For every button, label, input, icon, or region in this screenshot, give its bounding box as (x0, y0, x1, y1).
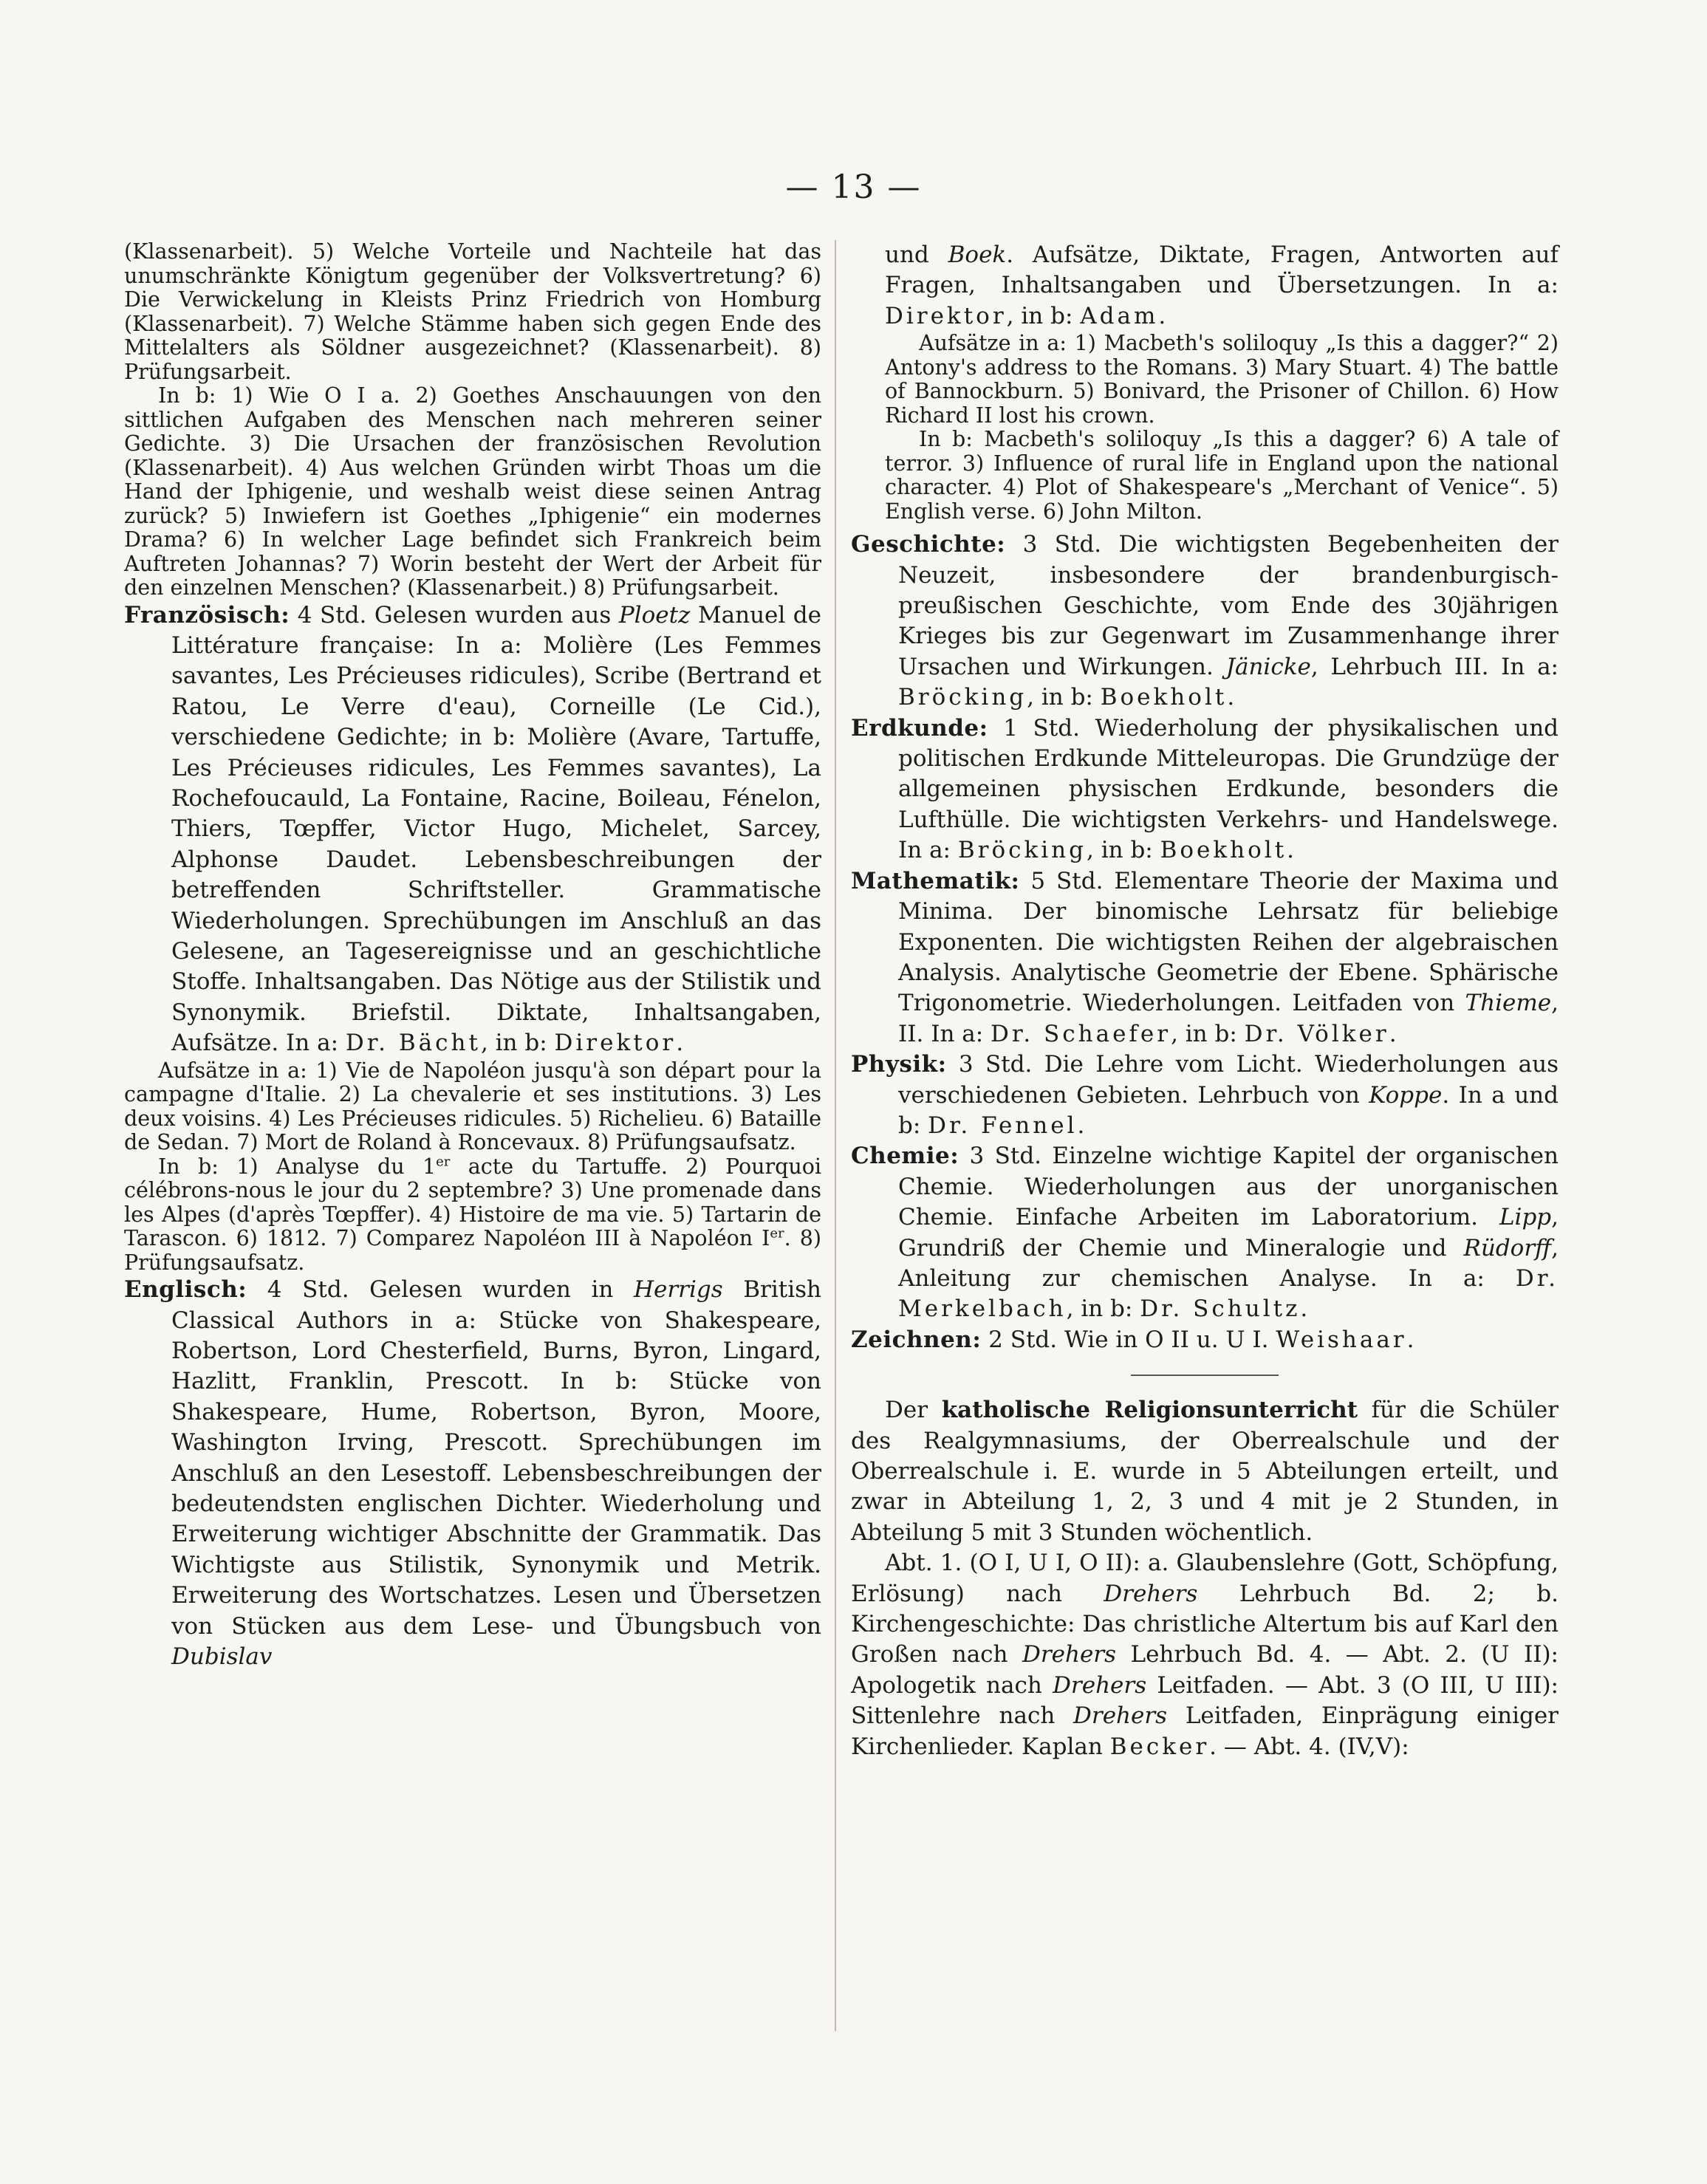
paragraph-englisch-cont: und Boek. Aufsätze, Diktate, Fragen, Antworten auf Fragen, Inhaltsangaben und Übersetzungen. In a: Direktor, in b: Adam. (885, 242, 1559, 329)
teacher-name: Boekholt (1100, 684, 1228, 711)
book-title: Drehers (1073, 1702, 1168, 1730)
book-title: Jänicke (1225, 653, 1311, 680)
right-column (851, 240, 1559, 1762)
section-franzoesisch: Französisch: 4 Std. Gelesen wurden aus Ploetz Manuel de Littérature française: In a: Molière (Les Femmes savantes, Les Précieuses ridicules), Scribe (Bertrand et Ratou, Le Verre d'eau), Corneille (Le Cid.), verschiedene Gedichte; in b: Molière (Avare, Tartuffe, Les Précieuses ridicules, Les Femmes savantes), La Rochefoucauld, La Fontaine, Racine, Boileau, Fénelon, Thiers, Tœpffer, Victor Hugo, Michelet, Sarcey, Alphonse Daudet. Lebensbeschreibungen der betreffenden Schriftsteller. Grammatische Wiederholungen. Sprechübungen im Anschluß an das Gelesene, an Tagesereignisse und an geschichtliche Stoffe. Inhaltsangaben. Das Nötige aus der Stilistik und Synonymik. Briefstil. Diktate, Inhaltsangaben, Aufsätze. In a: Dr. Bächt, in b: Direktor. (124, 601, 821, 1057)
section-heading-chemie: Chemie: (851, 1143, 959, 1170)
paragraph-french-essays-a: Aufsätze in a: 1) Vie de Napoléon jusqu'à son départ pour la campagne d'Italie. 2) La chevalerie et ses institutions. 3) Les deux voisins. 4) Les Précieuses ridicules. 5) Richelieu. 6) Bataille de Sedan. 7) Mort de Roland à Roncevaux. 8) Prüfungsaufsatz. (124, 1058, 821, 1155)
teacher-name: Dr. Fennel (928, 1112, 1078, 1139)
paragraph-religion-abteilungen: Abt. 1. (O I, U I, O II): a. Glaubenslehre (Gott, Schöpfung, Erlösung) nach Drehers Lehrbuch Bd. 2; b. Kirchengeschichte: Das christliche Altertum bis auf Karl den Großen nach Drehers Lehrbuch Bd. 4. — Abt. 2. (U II): Apologetik nach Drehers Leitfaden. — Abt. 3 (O III, U III): Sittenlehre nach Drehers Leitfaden, Einprägung einiger Kirchenlieder. Kaplan Becker. — Abt. 4. (IV,V): (851, 1550, 1559, 1760)
book-title: Ploetz (618, 601, 691, 629)
book-title: Rüdorff (1463, 1234, 1552, 1262)
teacher-name: Weishaar (1276, 1326, 1407, 1353)
book-title: Lipp (1499, 1204, 1552, 1231)
section-heading-mathematik: Mathematik: (851, 867, 1020, 894)
paragraph-english-essays-b: In b: Macbeth's soliloquy „Is this a dagger? 6) A tale of terror. 3) Influence of rural life in England upon the national character. 4) Plot of Shakespeare's „Merchant of Venice“. 5) English verse. 6) John Milton. (885, 427, 1559, 524)
section-heading-zeichnen: Zeichnen: (851, 1326, 982, 1353)
section-heading-franzoesisch: Französisch: (124, 601, 290, 629)
section-erdkunde: Erdkunde: 1 Std. Wiederholung der physikalischen und politischen Erdkunde Mitteleuropas. Die Grundzüge der allgemeinen physischen Erdkunde, besonders die Lufthülle. Die wichtigsten Verkehrs- und Handelswege. In a: Bröcking, in b: Boekholt. (851, 714, 1559, 864)
teacher-name: Dr. Schultz (1140, 1295, 1301, 1323)
section-heading-erdkunde: Erdkunde: (851, 714, 988, 742)
teacher-name: Becker (1109, 1733, 1210, 1760)
section-zeichnen: Zeichnen: 2 Std. Wie in O II u. U I. Weishaar. (851, 1326, 1414, 1353)
section-divider (1131, 1375, 1279, 1376)
book-title: Drehers (1022, 1641, 1117, 1668)
book-title: Drehers (1104, 1580, 1198, 1607)
book-title: Koppe (1369, 1081, 1443, 1109)
teacher-name: Dr. Schaefer (991, 1020, 1171, 1047)
book-title: Herrigs (633, 1276, 723, 1304)
teacher-name: Bröcking (898, 684, 1027, 711)
left-column (124, 240, 821, 1672)
section-mathematik: Mathematik: 5 Std. Elementare Theorie der Maxima und Minima. Der binomische Lehrsatz für beliebige Exponenten. Die wichtigsten Reihen der algebraischen Analysis. Analytische Geometrie der Ebene. Sphärische Trigonometrie. Wiederholungen. Leitfaden von Thieme, II. In a: Dr. Schaefer, in b: Dr. Völker. (851, 867, 1559, 1047)
teacher-name: Dr. Bächt (345, 1030, 481, 1057)
column-divider (835, 240, 836, 2031)
teacher-name: Dr. Merkelbach (898, 1264, 1559, 1323)
teacher-name: Bröcking (957, 837, 1087, 864)
section-geschichte: Geschichte: 3 Std. Die wichtigsten Begebenheiten der Neuzeit, insbesondere der brandenburgisch-preußischen Geschichte, vom Ende des 30jährigen Krieges bis zur Gegenwart im Zusammenhange ihrer Ursachen und Wirkungen. Jänicke, Lehrbuch III. In a: Bröcking, in b: Boekholt. (851, 531, 1559, 711)
teacher-name: Boekholt (1160, 837, 1287, 864)
paragraph-aufsaetze-b: In b: 1) Wie O I a. 2) Goethes Anschauungen von den sittlichen Aufgaben des Menschen nach mehreren seiner Gedichte. 3) Die Ursachen der französischen Revolution (Klassenarbeit). 4) Aus welchen Gründen wirbt Thoas um die Hand der Iphigenie, und weshalb weist diese seinen Antrag zurück? 5) Inwiefern ist Goethes „Iphigenie“ ein modernes Drama? 6) In welcher Lage befindet sich Frankreich beim Auftreten Johannas? 7) Worin besteht der Wert der Arbeit für den einzelnen Menschen? (Klassenarbeit.) 8) Prüfungsarbeit. (124, 383, 821, 600)
section-physik: Physik: 3 Std. Die Lehre vom Licht. Wiederholungen aus verschiedenen Gebieten. Lehrbuch von Koppe. In a und b: Dr. Fennel. (851, 1051, 1559, 1139)
book-title: Thieme (1465, 990, 1552, 1017)
teacher-name: Dr. Völker (1244, 1020, 1389, 1047)
section-heading-englisch: Englisch: (124, 1276, 247, 1304)
teacher-name: Direktor (885, 302, 1007, 329)
subject-highlight: katholische Religionsunterricht (941, 1397, 1358, 1424)
book-title: Boek (948, 242, 1007, 268)
book-title: Dubislav (171, 1643, 273, 1670)
section-englisch: Englisch: 4 Std. Gelesen wurden in Herrigs British Classical Authors in a: Stücke von Shakespeare, Robertson, Lord Chesterfield, Burns, Byron, Lingard, Hazlitt, Franklin, Prescott. In b: Stücke von Shakespeare, Hume, Robertson, Byron, Moore, Washington Irving, Prescott. Sprechübungen im Anschluß an den Lesestoff. Lebensbeschreibungen der bedeutendsten englischen Dichter. Wiederholung und Erweiterung wichtiger Abschnitte der Grammatik. Das Wichtigste aus Stilistik, Synonymik und Metrik. Erweiterung des Wortschatzes. Lesen und Übersetzen von Stücken aus dem Lese- und Übungsbuch von Dubislav (124, 1276, 821, 1670)
section-chemie: Chemie: 3 Std. Einzelne wichtige Kapitel der organischen Chemie. Wiederholungen aus der unorganischen Chemie. Einfache Arbeiten im Laboratorium. Lipp, Grundriß der Chemie und Mineralogie und Rüdorff, Anleitung zur chemischen Analyse. In a: Dr. Merkelbach, in b: Dr. Schultz. (851, 1143, 1559, 1323)
book-title: Drehers (1053, 1671, 1147, 1699)
paragraph-english-essays-a: Aufsätze in a: 1) Macbeth's soliloquy „Is this a dagger?“ 2) Antony's address to the Romans. 3) Mary Stuart. 4) The battle of Bannockburn. 5) Bonivard, the Prisoner of Chillon. 6) How Richard II lost his crown. (885, 331, 1559, 428)
teacher-name: Adam (1080, 302, 1159, 329)
teacher-name: Direktor (554, 1030, 677, 1057)
section-heading-geschichte: Geschichte: (851, 531, 1006, 558)
paragraph-french-essays-b: In b: 1) Analyse du 1er acte du Tartuffe. 2) Pourquoi célébrons-nous le jour du 2 septembre? 3) Une promenade dans les Alpes (d'après Tœpffer). 4) Histoire de ma vie. 5) Tartarin de Tarascon. 6) 1812. 7) Comparez Napoléon III à Napoléon Ier. 8) Prüfungsaufsatz. (124, 1154, 821, 1275)
paragraph-religion-intro: Der katholische Religionsunterricht für die Schüler des Realgymnasiums, der Oberrealschule und der Oberrealschule i. E. wurde in 5 Abteilungen erteilt, und zwar in Abteilung 1, 2, 3 und 4 mit je 2 Stunden, in Abteilung 5 mit 3 Stunden wöchentlich. (851, 1397, 1559, 1546)
page-number: — 13 — (785, 168, 922, 206)
section-heading-physik: Physik: (851, 1051, 947, 1078)
paragraph-aufsaetze-a-cont: (Klassenarbeit). 5) Welche Vorteile und Nachteile hat das unumschränkte Königtum gegenüber der Volksvertretung? 6) Die Verwickelung in Kleists Prinz Friedrich von Homburg (Klassenarbeit). 7) Welche Stämme haben sich gegen Ende des Mittelalters als Söldner ausgezeichnet? (Klassenarbeit). 8) Prüfungsarbeit. (124, 239, 821, 384)
